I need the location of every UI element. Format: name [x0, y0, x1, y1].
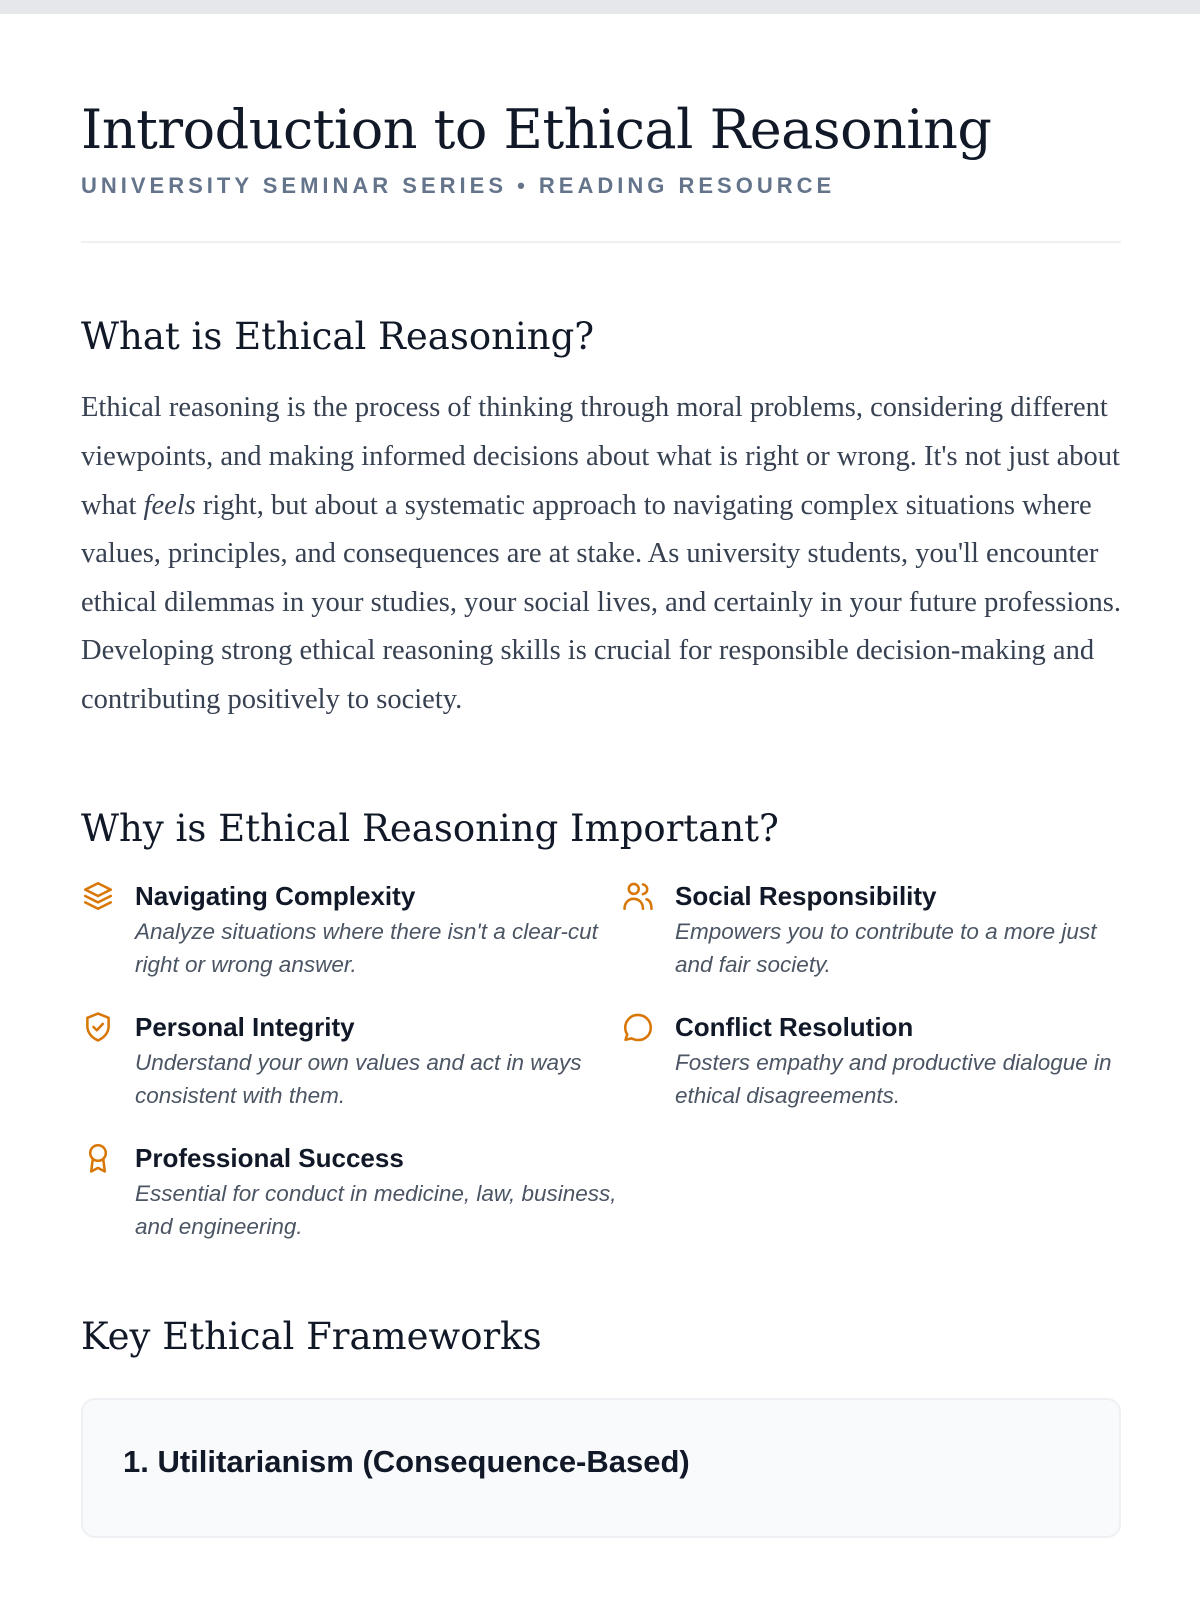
- importance-item-description: Empowers you to contribute to a more just and fair society.: [675, 918, 1097, 977]
- shield-check-icon: [81, 1010, 115, 1044]
- page-title: Introduction to Ethical Reasoning: [81, 98, 992, 161]
- importance-list: [81, 880, 1121, 1243]
- intro-text-emphasis: feels: [143, 489, 196, 521]
- importance-item: [621, 1011, 1121, 1112]
- page-subtitle: UNIVERSITY SEMINAR SERIES • READING RESOURCE: [81, 173, 836, 199]
- importance-item-description: Fosters empathy and productive dialogue in ethical disagreements.: [675, 1049, 1112, 1108]
- intro-text-end: right, but about a systematic approach to navigating complex situations where values, principles, and consequences are at stake. As university students, you'll encounter ethical dilemmas in your studies, your social lives, and certainly in your future professions. Developing strong ethical reasoning skills is crucial for responsible decision-making and contributing positively to society.: [81, 489, 1122, 715]
- layers-icon: [81, 879, 115, 913]
- importance-item-title: Conflict Resolution: [675, 1011, 914, 1042]
- framework-card: [81, 1398, 1121, 1538]
- importance-item-description: Essential for conduct in medicine, law, business, and engineering.: [135, 1180, 617, 1239]
- importance-item: [81, 1011, 621, 1112]
- importance-item-description: Analyze situations where there isn't a clear-cut right or wrong answer.: [135, 918, 598, 977]
- importance-item-title: Professional Success: [135, 1142, 404, 1173]
- reading-resource-page: [81, 14, 1121, 1538]
- intro-paragraph: [81, 384, 1121, 724]
- header-divider: [81, 241, 1121, 243]
- importance-item-title: Personal Integrity: [135, 1011, 355, 1042]
- importance-item: [81, 880, 621, 981]
- importance-item-title: Social Responsibility: [675, 880, 937, 911]
- importance-item: [81, 1142, 621, 1243]
- importance-item: [621, 880, 1121, 981]
- section-heading-why: Why is Ethical Reasoning Important?: [81, 806, 779, 850]
- importance-item-title: Navigating Complexity: [135, 880, 416, 911]
- intro-text-start: Ethical reasoning is the process of thinking through moral problems, considering different viewpoints, and making informed decisions about what is right or wrong. It's not just about what: [81, 392, 1120, 521]
- importance-item-description: Understand your own values and act in ways consistent with them.: [135, 1049, 582, 1108]
- framework-card-title: 1. Utilitarianism (Consequence-Based): [123, 1443, 690, 1479]
- browser-top-strip: [0, 0, 1200, 14]
- award-icon: [81, 1141, 115, 1175]
- users-icon: [621, 879, 655, 913]
- section-heading-frameworks: Key Ethical Frameworks: [81, 1314, 542, 1358]
- message-circle-icon: [621, 1010, 655, 1044]
- section-heading-what: What is Ethical Reasoning?: [81, 315, 595, 359]
